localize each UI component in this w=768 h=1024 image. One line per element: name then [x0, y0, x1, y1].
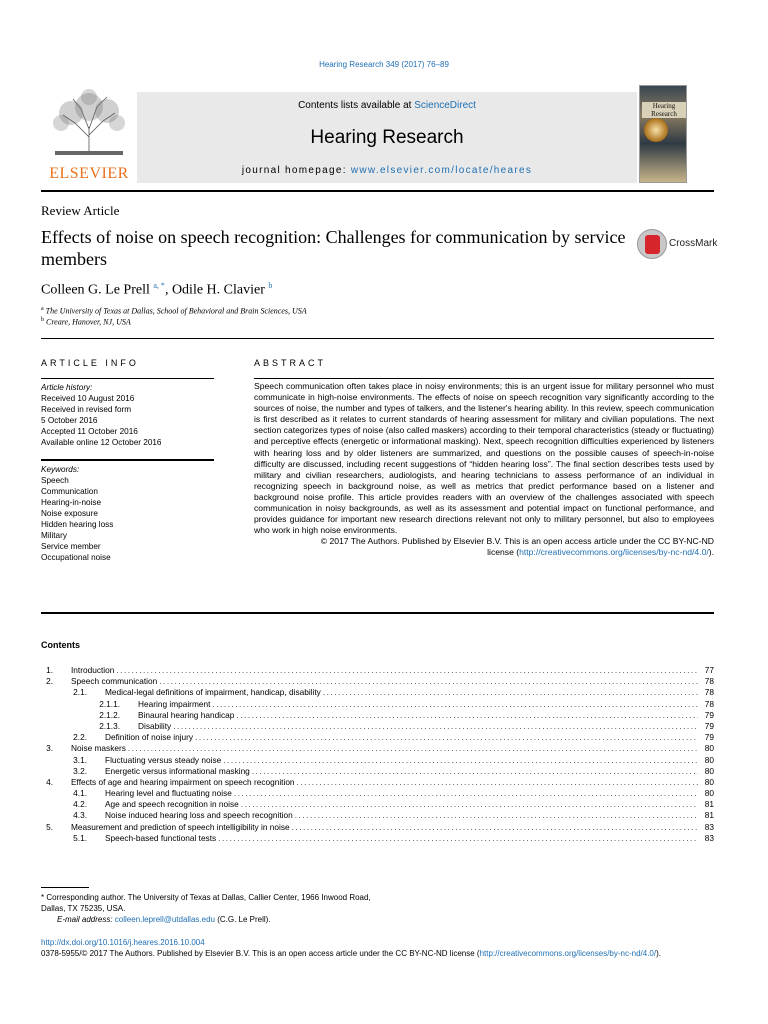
crossmark-badge[interactable] — [637, 229, 717, 259]
header-divider — [41, 338, 714, 339]
article-type: Review Article — [41, 203, 120, 218]
toc-entry[interactable] — [41, 710, 714, 721]
journal-header-band — [137, 92, 637, 183]
toc-dot-leader — [236, 710, 698, 721]
toc-entry[interactable] — [41, 766, 714, 777]
abstract-heading: ABSTRACT — [254, 358, 327, 368]
toc-entry-page: 81 — [704, 799, 714, 810]
toc-dot-leader — [295, 810, 698, 821]
toc-entry-page: 80 — [704, 743, 714, 754]
article-history — [41, 382, 214, 448]
corresponding-author-text: * Corresponding author. The University of Texas at Dallas, Callier Center, 1966 Inwood Road, Dallas, TX 75235, USA. — [41, 893, 371, 913]
toc-dot-leader — [128, 743, 698, 754]
toc-entry-page: 78 — [704, 687, 714, 698]
toc-entry-number: 4.3. — [73, 810, 87, 821]
toc-entry[interactable] — [41, 732, 714, 743]
cover-title: Hearing Research — [642, 102, 686, 118]
toc-entry-page: 80 — [704, 776, 714, 787]
sciencedirect-link[interactable]: ScienceDirect — [414, 100, 476, 111]
toc-entry-number: 4.1. — [73, 788, 87, 799]
toc-entry-number: 2.1.2. — [99, 709, 120, 720]
affiliation-marker: b — [41, 317, 44, 323]
history-item: Accepted 11 October 2016 — [41, 427, 138, 436]
history-item: Available online 12 October 2016 — [41, 438, 162, 447]
journal-citation-link[interactable]: Hearing Research 349 (2017) 76–89 — [319, 60, 449, 69]
toc-entry-title[interactable]: Measurement and prediction of speech intelligibility in noise — [71, 821, 290, 832]
toc-entry-page: 81 — [704, 810, 714, 821]
keyword: Military — [41, 531, 67, 540]
article-title: Effects of noise on speech recognition: Challenges for communication by service members — [41, 227, 626, 269]
toc-entry-title[interactable]: Hearing level and fluctuating noise — [105, 788, 232, 799]
affiliation-text: The University of Texas at Dallas, School of Behavioral and Brain Sciences, USA — [45, 306, 307, 316]
toc-entry[interactable] — [41, 777, 714, 788]
toc-entry-title[interactable]: Fluctuating versus steady noise — [105, 754, 222, 765]
toc-entry-page: 78 — [704, 698, 714, 709]
toc-dot-leader — [218, 833, 698, 844]
toc-entry-page: 79 — [704, 732, 714, 743]
author-name: Colleen G. Le Prell — [41, 282, 150, 298]
contents-available-text: Contents lists available at — [298, 100, 415, 111]
contents-heading: Contents — [41, 640, 80, 650]
toc-entry[interactable] — [41, 699, 714, 710]
issn-suffix: ). — [656, 949, 661, 958]
toc-entry[interactable] — [41, 676, 714, 687]
toc-entry[interactable] — [41, 799, 714, 810]
history-item: Received 10 August 2016 — [41, 394, 135, 403]
affiliation-marker: a — [41, 306, 44, 312]
license-prefix: license ( — [487, 547, 520, 558]
toc-entry-number: 3.1. — [73, 754, 87, 765]
author-affiliation-link[interactable]: b — [268, 281, 273, 290]
license-link[interactable]: http://creativecommons.org/licenses/by-nc-nd/4.0/ — [519, 547, 709, 558]
keyword: Occupational noise — [41, 553, 111, 562]
toc-dot-leader — [173, 721, 698, 732]
toc-entry-page: 78 — [704, 676, 714, 687]
toc-entry-page: 79 — [704, 720, 714, 731]
toc-dot-leader — [116, 665, 698, 676]
toc-entry-number: 2.1. — [73, 687, 87, 698]
toc-entry-title[interactable]: Introduction — [71, 665, 115, 675]
author-affiliation-link[interactable]: a, * — [153, 281, 165, 290]
keyword: Noise exposure — [41, 509, 98, 518]
copyright-text: © 2017 The Authors. Published by Elsevier B.V. This is an open access article under the CC BY-NC-ND — [320, 536, 714, 547]
toc-entry[interactable] — [41, 687, 714, 698]
toc-entry-number: 1. — [46, 665, 53, 675]
journal-name: Hearing Research — [310, 127, 464, 148]
toc-dot-leader — [212, 699, 698, 710]
toc-entry[interactable] — [41, 810, 714, 821]
footnote-divider — [41, 887, 89, 888]
toc-entry-page: 80 — [704, 765, 714, 776]
toc-entry-title[interactable]: Binaural hearing handicap — [138, 709, 235, 720]
toc-dot-leader — [252, 766, 698, 777]
toc-entry-title[interactable]: Noise maskers — [71, 743, 126, 754]
table-of-contents — [41, 665, 714, 844]
cover-image-graphic — [644, 118, 668, 142]
keyword: Hearing-in-noise — [41, 498, 102, 507]
toc-entry-page: 79 — [704, 709, 714, 720]
toc-dot-leader — [241, 799, 698, 810]
abstract-paragraph: Speech communication often takes place in noisy environments; this is an urgent issue for military personnel who must communicate in high-noise environments. The effects of noise on speech recognition vary significantly according to the sources of noise, the number and types of talkers, and the listener's hearing ability. In this review, speech communication is first described as it relates to current standards of hearing assessment for military and civilian populations. The next section categorizes types of noise (also called maskers) according to their temporal characteristics (steady or fluctuating) and perceptive effects (energetic or informational masking). Next, speech recognition difficulties experienced by listeners with hearing loss and by older listeners are summarized, and questions on the possible causes of speech-in-noise difficulty are discussed, including recent suggestions of “hidden hearing loss”. The final section describes tests used by military and civilian researchers, audiologists, and hearing technicians to assess performance of an individual in recognizing speech in background noise, as well as metrics that predict performance based on a listener and background noise profile. This article provides readers with an overview of the challenges associated with speech communication in noisy backgrounds, as well as its assessment and potential impact on functional performance, and provides guidance for important new research directions relevant not only to military personnel, but also to employees who work in high noise environments. — [254, 381, 714, 536]
toc-entry-title[interactable]: Speech communication — [71, 676, 158, 687]
keyword: Hidden hearing loss — [41, 520, 114, 529]
article-info-heading: ARTICLE INFO — [41, 358, 139, 368]
toc-entry-title[interactable]: Definition of noise injury — [105, 732, 194, 743]
toc-entry-title[interactable]: Energetic versus informational masking — [105, 765, 250, 776]
keywords-divider — [41, 459, 214, 461]
abstract-bottom-divider — [41, 612, 714, 614]
affiliation-text: Creare, Hanover, NJ, USA — [46, 317, 131, 327]
crossmark-label: CrossMark — [669, 238, 718, 249]
elsevier-wordmark: ELSEVIER — [49, 165, 129, 182]
toc-entry[interactable] — [41, 755, 714, 766]
author-list: Colleen G. Le Prell $^{a, *}$, Odile H. Clavier $^b$ — [41, 281, 273, 298]
keyword: Communication — [41, 487, 98, 496]
issn-copyright-line — [41, 949, 661, 958]
toc-entry[interactable] — [41, 788, 714, 799]
author-email-link[interactable]: colleen.leprell@utdallas.edu — [114, 915, 215, 924]
toc-entry[interactable] — [41, 822, 714, 833]
email-suffix: (C.G. Le Prell). — [214, 915, 271, 924]
keyword: Speech — [41, 476, 69, 485]
toc-entry-number: 4.2. — [73, 799, 87, 810]
license-suffix: ). — [708, 547, 714, 558]
toc-entry-number: 2.1.3. — [99, 720, 120, 731]
toc-dot-leader — [159, 676, 698, 687]
crossmark-icon — [637, 229, 667, 259]
author-name: Odile H. Clavier — [171, 282, 265, 298]
toc-entry-title[interactable]: Disability — [138, 720, 172, 731]
journal-homepage-link[interactable]: www.elsevier.com/locate/heares — [350, 165, 533, 176]
email-line — [41, 914, 381, 925]
history-item: 5 October 2016 — [41, 416, 98, 425]
toc-entry-page: 80 — [704, 754, 714, 765]
homepage-label: journal homepage: — [241, 165, 351, 176]
toc-entry-number: 5.1. — [73, 832, 87, 843]
toc-entry-page: 83 — [704, 821, 714, 832]
contents-available-line — [137, 100, 637, 111]
affiliation-a — [41, 306, 307, 316]
history-item: Received in revised form — [41, 405, 132, 414]
toc-entry-number: 3. — [46, 743, 53, 754]
toc-entry-title[interactable]: Age and speech recognition in noise — [105, 799, 239, 810]
abstract-copyright — [254, 536, 714, 558]
toc-entry-title[interactable]: Speech-based functional tests — [105, 832, 217, 843]
masthead-divider — [41, 190, 714, 192]
keywords-label: Keywords: — [41, 465, 80, 474]
keywords-block — [41, 464, 214, 563]
toc-entry-number: 3.2. — [73, 765, 87, 776]
article-info-divider — [41, 378, 214, 379]
toc-entry-number: 5. — [46, 821, 53, 832]
abstract-body — [254, 381, 714, 559]
corresponding-author-footnote — [41, 892, 381, 925]
journal-homepage-line — [137, 165, 637, 176]
journal-masthead — [41, 85, 687, 183]
toc-entry-page: 77 — [704, 665, 714, 675]
toc-dot-leader — [292, 822, 698, 833]
toc-entry-number: 2.1.1. — [99, 698, 120, 709]
toc-entry-number: 2. — [46, 676, 53, 687]
elsevier-logo[interactable] — [41, 85, 137, 183]
history-label: Article history: — [41, 383, 93, 392]
email-label: E-mail address: — [57, 915, 115, 924]
doi-link[interactable]: http://dx.doi.org/10.1016/j.heares.2016.10.004 — [41, 938, 205, 947]
toc-dot-leader — [234, 788, 698, 799]
toc-entry-number: 4. — [46, 776, 53, 787]
toc-entry-page: 83 — [704, 832, 714, 843]
toc-dot-leader — [223, 755, 698, 766]
toc-dot-leader — [297, 777, 698, 788]
toc-entry-page: 80 — [704, 788, 714, 799]
keyword: Service member — [41, 542, 101, 551]
toc-entry-title[interactable]: Medical-legal definitions of impairment, handicap, disability — [105, 687, 321, 698]
toc-entry-number: 2.2. — [73, 732, 87, 743]
toc-entry-title[interactable]: Effects of age and hearing impairment on speech recognition — [71, 776, 295, 787]
toc-entry[interactable] — [41, 833, 714, 844]
journal-cover-thumbnail[interactable] — [639, 85, 687, 183]
toc-entry[interactable] — [41, 743, 714, 754]
affiliation-b — [41, 317, 131, 327]
toc-entry[interactable] — [41, 665, 714, 676]
issn-license-link[interactable]: http://creativecommons.org/licenses/by-nc-nd/4.0/ — [479, 949, 657, 958]
elsevier-tree-icon — [45, 87, 133, 157]
toc-entry[interactable] — [41, 721, 714, 732]
toc-dot-leader — [323, 687, 698, 698]
issn-text: 0378-5955/© 2017 The Authors. Published by Elsevier B.V. This is an open access article under the CC BY-NC-ND license ( — [41, 949, 480, 958]
toc-entry-title[interactable]: Hearing impairment — [138, 698, 211, 709]
toc-dot-leader — [195, 732, 698, 743]
abstract-divider — [254, 378, 714, 379]
toc-entry-title[interactable]: Noise induced hearing loss and speech recognition — [105, 810, 293, 821]
